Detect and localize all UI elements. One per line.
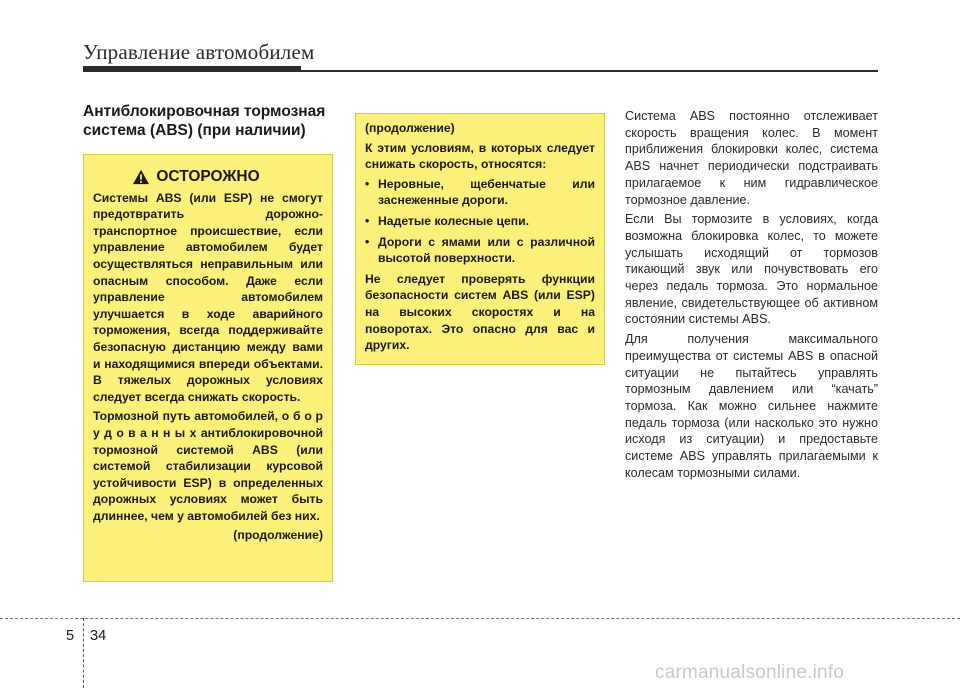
warning-paragraph: Не следует проверять функции безопасности систем ABS (или ESP) на высоких скоростях и на поворотах. Это опасно для вас и других. [365,271,595,353]
warning-box-continued [355,113,605,365]
header-rule-thick [83,66,301,72]
list-item: • Надетые колесные цепи. [365,213,595,230]
section-title: Антиблокировочная тормозная система (ABS) (при наличии) [83,103,326,139]
condition-list [365,176,595,267]
list-item: • Неровные, щебенчатые или заснеженные дороги. [365,176,595,209]
continued-label: (продолжение) [365,121,455,135]
continued-label: (продолжение) [233,528,323,543]
watermark: carmanualsonline.info [655,662,845,683]
warning-heading [69,169,323,186]
body-paragraph: Система ABS постоянно отслеживает скорость вращения колес. В момент приближения блокировки колес, система ABS начнет периодически подстраивать прилагаемое к ним гидравлическое тормозное давление. [625,109,878,207]
warning-heading-text: ОСТОРОЖНО [156,168,260,185]
section-number: 5 [66,628,75,644]
warning-paragraph: Системы ABS (или ESP) не смогут предотвратить дорожно-транспортное происшествие, если управление автомобилем будет осуществляться неправильным или опасным способом. Даже если управление автомобилем улучшается в ходе аварийного торможения, всегда поддерживайте безопасную дистанцию между вами и находящимися впереди объектами. В тяжелых дорожных условиях следует всегда снижать скорость. [93,190,323,404]
warning-paragraph: Тормозной путь автомобилей, о б о р у д о в а н н ы х антиблокировочной тормозной системой ABS (или системой стабилизации курсовой устойчивости ESP) в определенных дорожных условиях может быть длиннее, чем у автомобилей без них. [93,409,323,523]
header-rule-thin [300,70,878,72]
page-title: Управление автомобилем [83,40,315,64]
footer-rule [0,618,960,619]
warning-paragraph: К этим условиям, в которых следует снижать скорость, относятся: [365,140,595,172]
page-number-divider [83,618,84,688]
list-item: • Дороги с ямами или с различной высотой поверхности. [365,234,595,267]
body-text-column [625,108,878,484]
body-paragraph: Если Вы тормозите в условиях, когда возможна блокировка колес, то можете услышать исходящий от тормозов тикающий звук или почувствовать его через педаль тормоза. Это нормальное явление, свидетельствующее об активном состоянии системы ABS. [625,212,878,327]
warning-box-left [83,154,333,582]
body-paragraph: Для получения максимального преимущества от системы ABS в опасной ситуации не пытайтесь управлять тормозным давлением или “качать” тормоза. Как можно сильнее нажмите педаль тормоза (или насколько это нужно исходя из ситуации) и предоставьте системе ABS управлять прилагаемыми к колесам тормозными силами. [625,332,878,480]
page-number: 34 [90,628,107,644]
warning-triangle-icon [132,169,150,185]
